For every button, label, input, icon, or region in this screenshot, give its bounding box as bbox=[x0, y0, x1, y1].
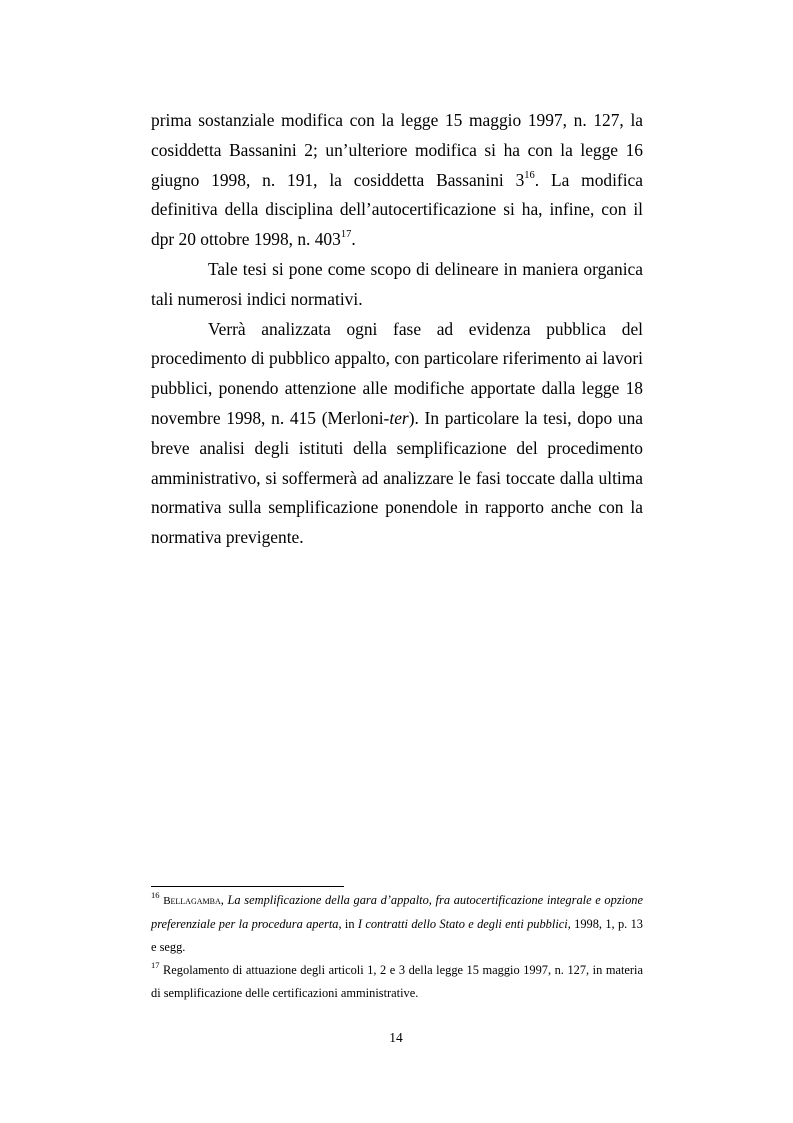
footnote-16: $^{16}$ Bellagamba, La semplificazione della gara d’appalto, fra autocertificazione integrale e opzione preferenziale per la procedura aperta, in I contratti dello Stato e degli enti pubblici, 1998, 1, p. 13 e segg. bbox=[151, 889, 643, 954]
footnotes bbox=[151, 889, 643, 1005]
footnote-17 bbox=[151, 959, 643, 1005]
paragraph-1-text-c: . bbox=[351, 229, 356, 250]
footnote-16-end: , 1998, 1, p. 13 e segg. bbox=[151, 917, 643, 954]
footnote-divider bbox=[151, 886, 344, 887]
footnote-17-number: 17 bbox=[151, 959, 160, 970]
paragraph-3-text-b: ). In particolare la tesi, dopo una breve analisi degli istituti della semplificazione del procedimento amministrativo, si soffermerà ad analizzare le fasi toccate dalla ultima normativa sulla semplificazione ponendole in rapporto anche con la normativa previgente. bbox=[151, 407, 644, 548]
paragraph-1-text-b: . La modifica definitiva della disciplina dell’autocertificazione si ha, infine, con il dpr 20 ottobre 1998, n. 403 bbox=[151, 169, 643, 250]
footnote-ref-17[interactable]: 17 bbox=[340, 229, 352, 241]
footnote-16-title: La semplificazione della gara d’appalto, fra autocertificazione integrale e opzione preferenziale per la procedura aperta bbox=[151, 893, 643, 931]
footnote-ref-16[interactable]: 16 bbox=[524, 169, 535, 181]
footnote-16-author: Bellagamba bbox=[163, 895, 221, 907]
footnote-16-middle: , in bbox=[338, 917, 358, 931]
footnote-16-journal: I contratti dello Stato e degli enti pubblici bbox=[357, 917, 568, 931]
page-number: 14 bbox=[389, 1030, 403, 1045]
main-text bbox=[151, 106, 643, 553]
paragraph-3-italic: ter bbox=[389, 407, 409, 428]
paragraph-3 bbox=[151, 315, 643, 553]
footnote-16-number: 16 bbox=[151, 889, 160, 900]
paragraph-3-text-a: Verrà analizzata ogni fase ad evidenza pubblica del procedimento di pubblico appalto, con particolare riferimento ai lavori pubblici, ponendo attenzione alle modifiche apportate dalla legge 18 novembre 1998, n. 415 (Merloni- bbox=[151, 318, 643, 428]
paragraph-2: Tale tesi si pone come scopo di delineare in maniera organica tali numerosi indici normativi. bbox=[151, 258, 643, 309]
paragraph-1 bbox=[151, 106, 643, 255]
footnote-17-text: Regolamento di attuazione degli articoli 1, 2 e 3 della legge 15 maggio 1997, n. 127, in materia di semplificazione delle certificazioni amministrative. bbox=[151, 963, 643, 1000]
paragraph-1-text-a: prima sostanziale modifica con la legge 15 maggio 1997, n. 127, la cosiddetta Bassanini 2; un’ulteriore modifica si ha con la legge 16 giugno 1998, n. 191, la cosiddetta Bassanini 3 bbox=[151, 110, 643, 190]
